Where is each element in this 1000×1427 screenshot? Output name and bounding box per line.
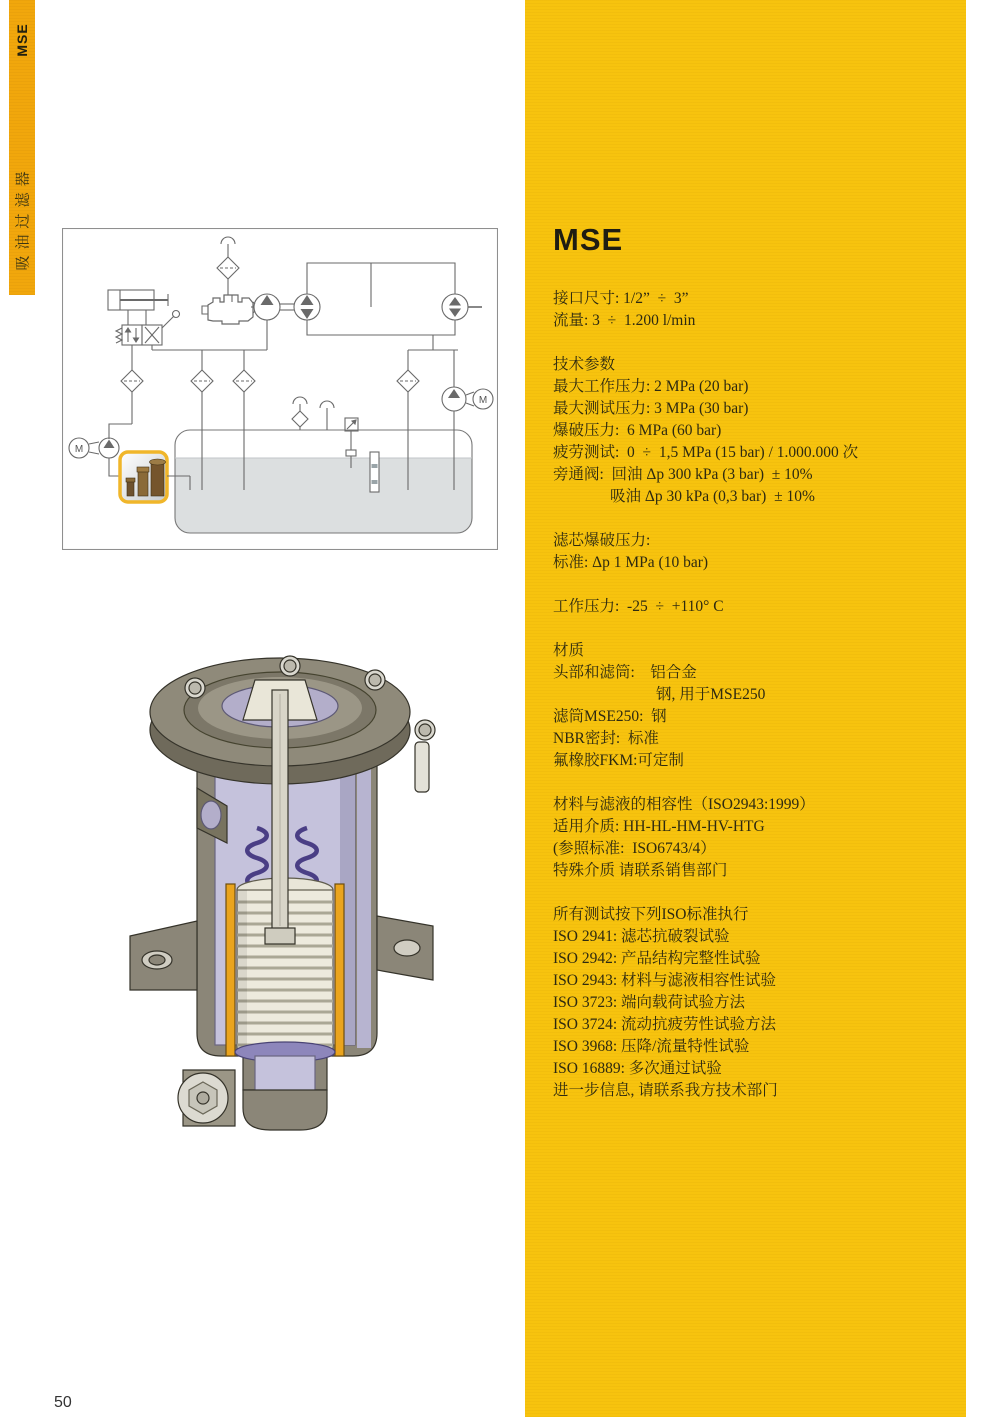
spec-line: 工作压力: -25 ÷ +110° C — [553, 598, 724, 615]
spec-line: 接口尺寸: 1/2” ÷ 3” — [553, 290, 689, 307]
spec-line: 吸油 Δp 30 kPa (0,3 bar) ± 10% — [610, 488, 815, 505]
spec-line: ISO 3723: 端向载荷试验方法 — [553, 994, 746, 1011]
spec-line: ISO 2942: 产品结构完整性试验 — [553, 950, 761, 967]
section-compatibility — [553, 794, 953, 882]
spec-line: 最大工作压力: 2 MPa (20 bar) — [553, 378, 749, 395]
spec-line: NBR密封: 标准 — [553, 730, 659, 747]
spec-line: 头部和滤筒: 铝合金 — [553, 664, 697, 681]
spec-line: ISO 16889: 多次通过试验 — [553, 1060, 722, 1077]
section-heading: 技术参数 — [553, 356, 616, 373]
svg-text:M: M — [74, 444, 84, 455]
hydraulic-circuit-diagram — [62, 228, 498, 550]
page-number: 50 — [54, 1394, 72, 1411]
spec-line: 疲劳测试: 0 ÷ 1,5 MPa (15 bar) / 1.000.000 次 — [553, 444, 859, 461]
spec-line: (参照标准: ISO6743/4） — [553, 840, 716, 857]
section-iso-standards — [553, 904, 953, 1102]
svg-text:M: M — [478, 395, 488, 406]
section-connections — [553, 288, 953, 332]
spec-line: 滤筒MSE250: 钢 — [553, 708, 667, 725]
spec-line: 旁通阀: 回油 Δp 300 kPa (3 bar) ± 10% — [553, 466, 813, 483]
side-tab-model-label: MSE — [14, 23, 30, 57]
spec-line: ISO 2941: 滤芯抗破裂试验 — [553, 928, 730, 945]
filter-cutaway-illustration — [95, 638, 465, 1163]
spec-line: 钢, 用于MSE250 — [656, 686, 766, 703]
spec-line: 适用介质: HH-HL-HM-HV-HTG — [553, 818, 765, 835]
spec-line: ISO 3724: 流动抗疲劳性试验方法 — [553, 1016, 777, 1033]
section-materials — [553, 640, 953, 772]
spec-line: 特殊介质 请联系销售部门 — [553, 862, 728, 879]
section-heading: 滤芯爆破压力: — [553, 532, 651, 549]
level-gauge-symbol — [370, 452, 379, 492]
section-heading: 所有测试按下列ISO标准执行 — [553, 906, 749, 923]
spec-line: ISO 2943: 材料与滤液相容性试验 — [553, 972, 777, 989]
filter-cutaway-figure — [95, 638, 465, 1163]
spec-line: 标准: Δp 1 MPa (10 bar) — [553, 554, 709, 571]
spec-line: 氟橡胶FKM:可定制 — [553, 752, 684, 769]
side-tab-strip — [9, 0, 35, 295]
section-temperature — [553, 596, 953, 618]
spec-line: 最大测试压力: 3 MPa (30 bar) — [553, 400, 749, 417]
side-tab-category-label: 吸油过滤器 — [15, 165, 32, 271]
spec-line: 流量: 3 ÷ 1.200 l/min — [553, 312, 696, 329]
spec-line: 进一步信息, 请联系我方技术部门 — [553, 1082, 778, 1099]
page-title: MSE — [553, 222, 624, 257]
section-heading: 材质 — [553, 642, 585, 659]
spec-line: ISO 3968: 压降/流量特性试验 — [553, 1038, 750, 1055]
spec-line: 爆破压力: 6 MPa (60 bar) — [553, 422, 722, 439]
drain-bolt — [178, 1070, 235, 1126]
section-heading: 材料与滤液的相容性（ISO2943:1999） — [553, 796, 815, 813]
spec-panel — [525, 0, 966, 1417]
section-element-collapse — [553, 530, 953, 574]
section-technical — [553, 354, 953, 508]
hydraulic-circuit-figure — [62, 228, 498, 550]
